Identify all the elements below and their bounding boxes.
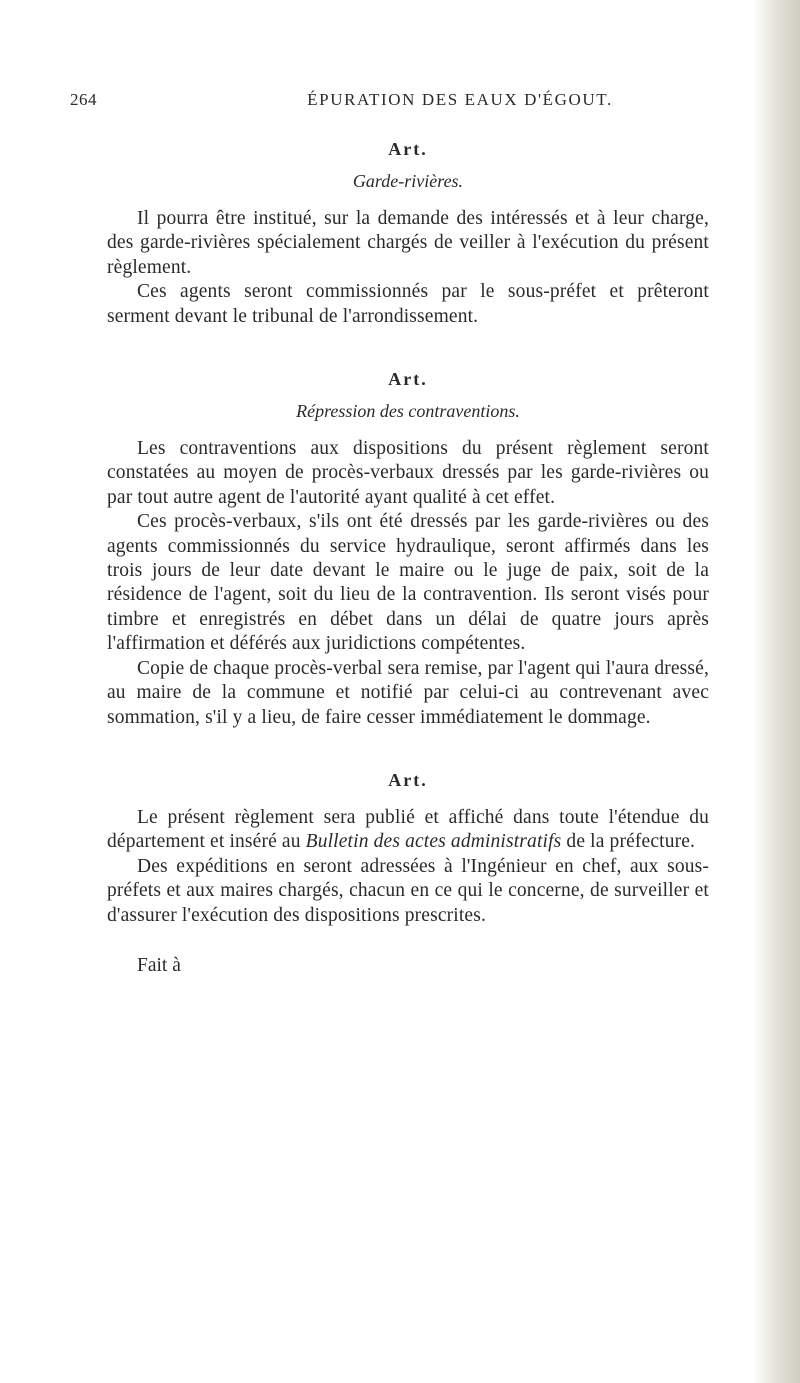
- article-heading: Art.: [388, 139, 428, 159]
- paragraph-publication: [107, 806, 709, 855]
- article-garde-rivieres: [107, 137, 709, 329]
- closing-line: Fait à: [137, 954, 181, 976]
- article-heading: Art.: [388, 369, 428, 390]
- paragraph: Ces procès-verbaux, s'ils ont été dressés par les garde-rivières ou des agents commissionnés du service hydraulique, seront affirmés dans les trois jours de leur date devant le maire ou le juge de paix, soit de la résidence de l'agent, soit du lieu de la contravention. Ils seront visés pour timbre et enregistrés en débet dans un délai de quatre jours après l'affirmation et déférés aux juridictions compétentes.: [107, 511, 709, 655]
- article-heading: Art.: [388, 769, 428, 790]
- bulletin-title: Bulletin des actes administratifs: [305, 831, 562, 853]
- body-text: [107, 137, 709, 978]
- article-subtitle: Garde-rivières.: [352, 171, 464, 191]
- page-header: [70, 90, 710, 114]
- paragraph: Ces agents seront commissionnés par le sous-préfet et prêteront serment devant le tribunal de l'arrondissement.: [107, 281, 709, 327]
- paragraph: Des expéditions en seront adressées à l'Ingénieur en chef, aux sous-préfets et aux maires chargés, chacun en ce qui le concerne, de surveiller et d'assurer l'exécution des dispositions prescrites.: [107, 855, 709, 926]
- article-subtitle: Répression des contraventions.: [296, 401, 520, 422]
- paragraph: Les contraventions aux dispositions du présent règlement seront constatées au moyen de procès-verbaux dressés par les garde-rivières ou par tout autre agent de l'autorité ayant qualité à cet effet.: [107, 438, 709, 508]
- paragraph-text: de la préfecture.: [561, 831, 696, 853]
- page-number: 264: [70, 90, 97, 109]
- running-title: ÉPURATION DES EAUX D'ÉGOUT.: [307, 90, 613, 109]
- paragraph-text: Le présent règlement sera publié et affiché dans toute l'étendue du département et inséré au: [107, 806, 709, 853]
- paragraph: Il pourra être institué, sur la demande des intéressés et à leur charge, des garde-rivières spécialement chargés de veiller à l'exécution du présent règlement.: [107, 208, 709, 278]
- page-edge: [752, 0, 800, 1383]
- article-publication: [107, 768, 709, 928]
- paragraph: Copie de chaque procès-verbal sera remise, par l'agent qui l'aura dressé, au maire de la commune et notifié par celui-ci au contrevenant avec sommation, s'il y a lieu, de faire cesser immédiatement le dommage.: [107, 657, 709, 728]
- article-repression: [107, 367, 709, 730]
